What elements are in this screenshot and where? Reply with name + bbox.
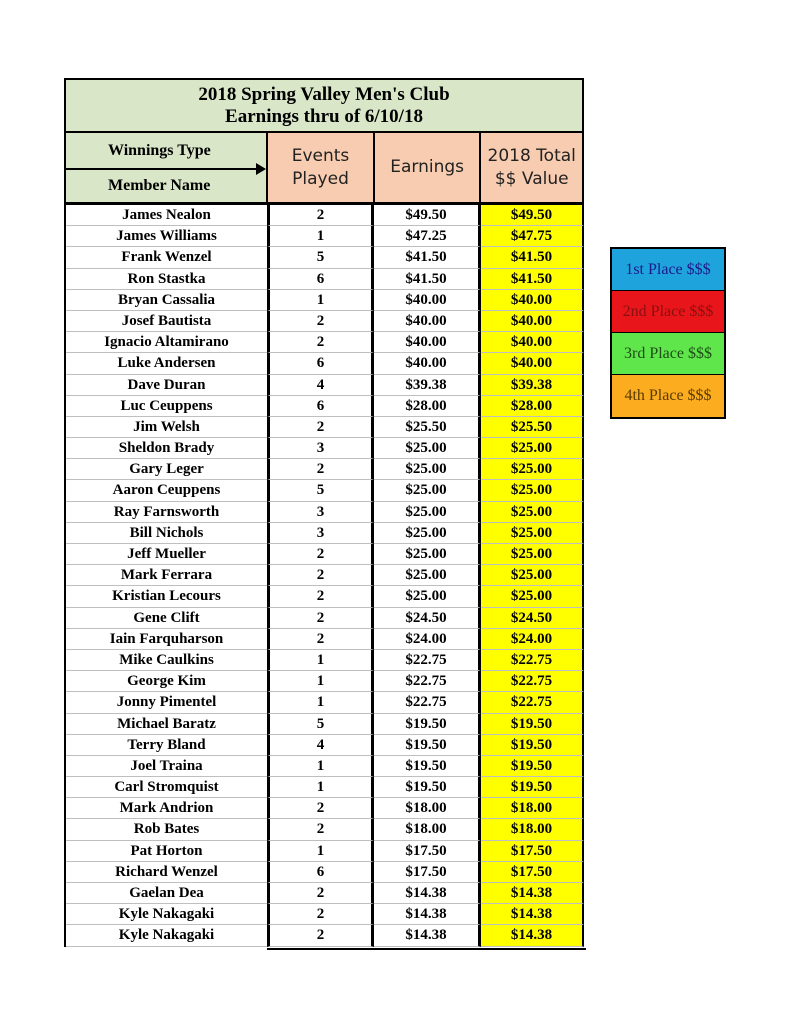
table-row [66, 756, 584, 777]
member-name-cell: Luc Ceuppens [66, 396, 267, 417]
table-row [66, 862, 584, 883]
table-row [66, 904, 584, 925]
events-cell: 6 [267, 396, 374, 417]
arrow-right-icon [256, 163, 266, 175]
title-box [64, 78, 584, 133]
events-cell: 1 [267, 841, 374, 862]
member-name-cell: Bryan Cassalia [66, 290, 267, 311]
total-value-cell: $47.75 [481, 226, 584, 247]
total-value-cell: $17.50 [481, 841, 584, 862]
earnings-cell: $25.00 [374, 438, 481, 459]
table-row [66, 841, 584, 862]
table-row [66, 671, 584, 692]
member-name-cell: Carl Stromquist [66, 777, 267, 798]
total-value-cell: $40.00 [481, 353, 584, 374]
header-winnings-type [66, 133, 268, 202]
events-cell: 1 [267, 756, 374, 777]
events-cell: 2 [267, 311, 374, 332]
arrow-line [66, 168, 260, 170]
total-value-cell: $22.75 [481, 692, 584, 713]
member-name-cell: Iain Farquharson [66, 629, 267, 650]
earnings-cell: $19.50 [374, 735, 481, 756]
member-name-cell: Gaelan Dea [66, 883, 267, 904]
events-cell: 2 [267, 883, 374, 904]
member-name-cell: Mike Caulkins [66, 650, 267, 671]
earnings-cell: $47.25 [374, 226, 481, 247]
earnings-cell: $40.00 [374, 290, 481, 311]
legend-item: 3rd Place $$$ [612, 333, 724, 375]
total-value-cell: $39.38 [481, 375, 584, 396]
earnings-cell: $25.00 [374, 459, 481, 480]
total-value-cell: $19.50 [481, 777, 584, 798]
table-row [66, 565, 584, 586]
table-row [66, 735, 584, 756]
total-value-cell: $25.00 [481, 502, 584, 523]
table-row [66, 480, 584, 501]
table-row [66, 523, 584, 544]
events-cell: 6 [267, 353, 374, 374]
events-cell: 4 [267, 735, 374, 756]
total-value-cell: $17.50 [481, 862, 584, 883]
member-name-cell: Mark Andrion [66, 798, 267, 819]
total-value-cell: $19.50 [481, 756, 584, 777]
events-cell: 2 [267, 417, 374, 438]
earnings-cell: $41.50 [374, 247, 481, 268]
total-value-cell: $40.00 [481, 290, 584, 311]
total-value-cell: $25.50 [481, 417, 584, 438]
total-value-cell: $24.00 [481, 629, 584, 650]
table-row [66, 396, 584, 417]
earnings-cell: $25.00 [374, 502, 481, 523]
events-cell: 2 [267, 798, 374, 819]
earnings-cell: $19.50 [374, 714, 481, 735]
earnings-cell: $19.50 [374, 756, 481, 777]
events-cell: 5 [267, 247, 374, 268]
events-cell: 5 [267, 714, 374, 735]
member-name-cell: Kyle Nakagaki [66, 925, 267, 946]
earnings-cell: $25.00 [374, 480, 481, 501]
total-value-cell: $41.50 [481, 247, 584, 268]
member-name-cell: James Williams [66, 226, 267, 247]
events-cell: 3 [267, 523, 374, 544]
member-name-cell: Kyle Nakagaki [66, 904, 267, 925]
member-name-cell: Dave Duran [66, 375, 267, 396]
table-row [66, 925, 584, 946]
total-value-cell: $14.38 [481, 904, 584, 925]
member-name-cell: Ignacio Altamirano [66, 332, 267, 353]
header-total-value [481, 133, 584, 202]
member-name-cell: Bill Nichols [66, 523, 267, 544]
total-value-cell: $25.00 [481, 438, 584, 459]
table-row [66, 777, 584, 798]
legend [610, 247, 726, 419]
earnings-cell: $22.75 [374, 671, 481, 692]
table-row [66, 883, 584, 904]
member-name-cell: James Nealon [66, 205, 267, 226]
events-cell: 2 [267, 459, 374, 480]
earnings-cell: $40.00 [374, 311, 481, 332]
earnings-cell: $14.38 [374, 904, 481, 925]
legend-item: 1st Place $$$ [612, 249, 724, 291]
events-cell: 2 [267, 925, 374, 946]
earnings-cell: $39.38 [374, 375, 481, 396]
table-row [66, 819, 584, 840]
table-row [66, 608, 584, 629]
earnings-cell: $18.00 [374, 798, 481, 819]
table-row [66, 438, 584, 459]
total-label-line-1: 2018 Total [487, 145, 576, 166]
total-value-cell: $25.00 [481, 523, 584, 544]
earnings-cell: $28.00 [374, 396, 481, 417]
total-value-cell: $14.38 [481, 883, 584, 904]
table-body [64, 205, 584, 947]
events-cell: 6 [267, 269, 374, 290]
events-cell: 3 [267, 438, 374, 459]
member-name-cell: Jim Welsh [66, 417, 267, 438]
events-cell: 1 [267, 777, 374, 798]
earnings-cell: $18.00 [374, 819, 481, 840]
member-name-cell: Gene Clift [66, 608, 267, 629]
earnings-cell: $25.50 [374, 417, 481, 438]
table-row [66, 205, 584, 226]
earnings-cell: $40.00 [374, 353, 481, 374]
events-cell: 1 [267, 650, 374, 671]
table-row [66, 375, 584, 396]
total-value-cell: $25.00 [481, 480, 584, 501]
winnings-type-label: Winnings Type [108, 142, 211, 159]
events-cell: 2 [267, 904, 374, 925]
earnings-cell: $14.38 [374, 925, 481, 946]
table-row [66, 226, 584, 247]
events-cell: 2 [267, 608, 374, 629]
member-name-cell: Mark Ferrara [66, 565, 267, 586]
events-label-line-2: Played [292, 168, 349, 189]
member-name-cell: Kristian Lecours [66, 586, 267, 607]
total-value-cell: $40.00 [481, 332, 584, 353]
member-name-cell: Aaron Ceuppens [66, 480, 267, 501]
earnings-cell: $17.50 [374, 862, 481, 883]
total-value-cell: $18.00 [481, 819, 584, 840]
events-cell: 3 [267, 502, 374, 523]
table-row [66, 502, 584, 523]
events-cell: 2 [267, 565, 374, 586]
events-cell: 1 [267, 290, 374, 311]
total-value-cell: $40.00 [481, 311, 584, 332]
total-value-cell: $19.50 [481, 735, 584, 756]
total-value-cell: $49.50 [481, 205, 584, 226]
table-row [66, 629, 584, 650]
table-row [66, 290, 584, 311]
member-name-cell: Pat Horton [66, 841, 267, 862]
events-cell: 2 [267, 819, 374, 840]
events-cell: 1 [267, 692, 374, 713]
table-row [66, 311, 584, 332]
events-cell: 5 [267, 480, 374, 501]
total-value-cell: $22.75 [481, 671, 584, 692]
member-name-cell: Joel Traina [66, 756, 267, 777]
earnings-cell: $49.50 [374, 205, 481, 226]
member-name-cell: Luke Andersen [66, 353, 267, 374]
events-cell: 2 [267, 332, 374, 353]
header-row [64, 133, 584, 205]
events-cell: 1 [267, 671, 374, 692]
member-name-cell: Richard Wenzel [66, 862, 267, 883]
member-name-cell: Ron Stastka [66, 269, 267, 290]
member-name-cell: Ray Farnsworth [66, 502, 267, 523]
total-value-cell: $22.75 [481, 650, 584, 671]
total-value-cell: $28.00 [481, 396, 584, 417]
table-row [66, 544, 584, 565]
member-name-cell: Terry Bland [66, 735, 267, 756]
earnings-cell: $25.00 [374, 565, 481, 586]
events-cell: 1 [267, 226, 374, 247]
earnings-cell: $25.00 [374, 544, 481, 565]
total-value-cell: $25.00 [481, 565, 584, 586]
earnings-cell: $24.50 [374, 608, 481, 629]
member-name-cell: Jeff Mueller [66, 544, 267, 565]
earnings-cell: $25.00 [374, 523, 481, 544]
member-name-cell: Sheldon Brady [66, 438, 267, 459]
total-value-cell: $25.00 [481, 544, 584, 565]
earnings-cell: $14.38 [374, 883, 481, 904]
title-line-2: Earnings thru of 6/10/18 [225, 105, 423, 127]
member-name-cell: Gary Leger [66, 459, 267, 480]
earnings-cell: $25.00 [374, 586, 481, 607]
total-label-line-2: $$ Value [494, 168, 569, 189]
earnings-cell: $41.50 [374, 269, 481, 290]
earnings-label: Earnings [390, 157, 464, 177]
member-name-cell: Josef Bautista [66, 311, 267, 332]
total-value-cell: $14.38 [481, 925, 584, 946]
earnings-cell: $17.50 [374, 841, 481, 862]
table-row [66, 714, 584, 735]
total-value-cell: $25.00 [481, 586, 584, 607]
member-name-cell: Michael Baratz [66, 714, 267, 735]
earnings-cell: $40.00 [374, 332, 481, 353]
earnings-cell: $22.75 [374, 692, 481, 713]
member-name-cell: Jonny Pimentel [66, 692, 267, 713]
table-row [66, 417, 584, 438]
table-row [66, 692, 584, 713]
events-cell: 2 [267, 205, 374, 226]
events-label-line-1: Events [291, 145, 350, 166]
member-name-cell: Frank Wenzel [66, 247, 267, 268]
legend-item: 2nd Place $$$ [612, 291, 724, 333]
total-value-cell: $41.50 [481, 269, 584, 290]
table-row [66, 332, 584, 353]
earnings-cell: $24.00 [374, 629, 481, 650]
member-name-cell: George Kim [66, 671, 267, 692]
events-cell: 2 [267, 586, 374, 607]
events-cell: 2 [267, 629, 374, 650]
events-cell: 4 [267, 375, 374, 396]
total-value-cell: $18.00 [481, 798, 584, 819]
total-value-cell: $24.50 [481, 608, 584, 629]
legend-item: 4th Place $$$ [612, 375, 724, 417]
table-row [66, 459, 584, 480]
header-earnings [375, 133, 482, 202]
earnings-cell: $22.75 [374, 650, 481, 671]
table-row [66, 586, 584, 607]
total-value-cell: $25.00 [481, 459, 584, 480]
events-cell: 6 [267, 862, 374, 883]
table-row [66, 269, 584, 290]
member-name-cell: Rob Bates [66, 819, 267, 840]
earnings-sheet [64, 78, 584, 947]
header-events-played [268, 133, 375, 202]
events-cell: 2 [267, 544, 374, 565]
earnings-cell: $19.50 [374, 777, 481, 798]
table-bottom-border [267, 948, 586, 950]
table-row [66, 798, 584, 819]
table-row [66, 650, 584, 671]
total-value-cell: $19.50 [481, 714, 584, 735]
table-row [66, 353, 584, 374]
table-row [66, 247, 584, 268]
member-name-label: Member Name [108, 177, 211, 194]
title-line-1: 2018 Spring Valley Men's Club [198, 83, 450, 105]
